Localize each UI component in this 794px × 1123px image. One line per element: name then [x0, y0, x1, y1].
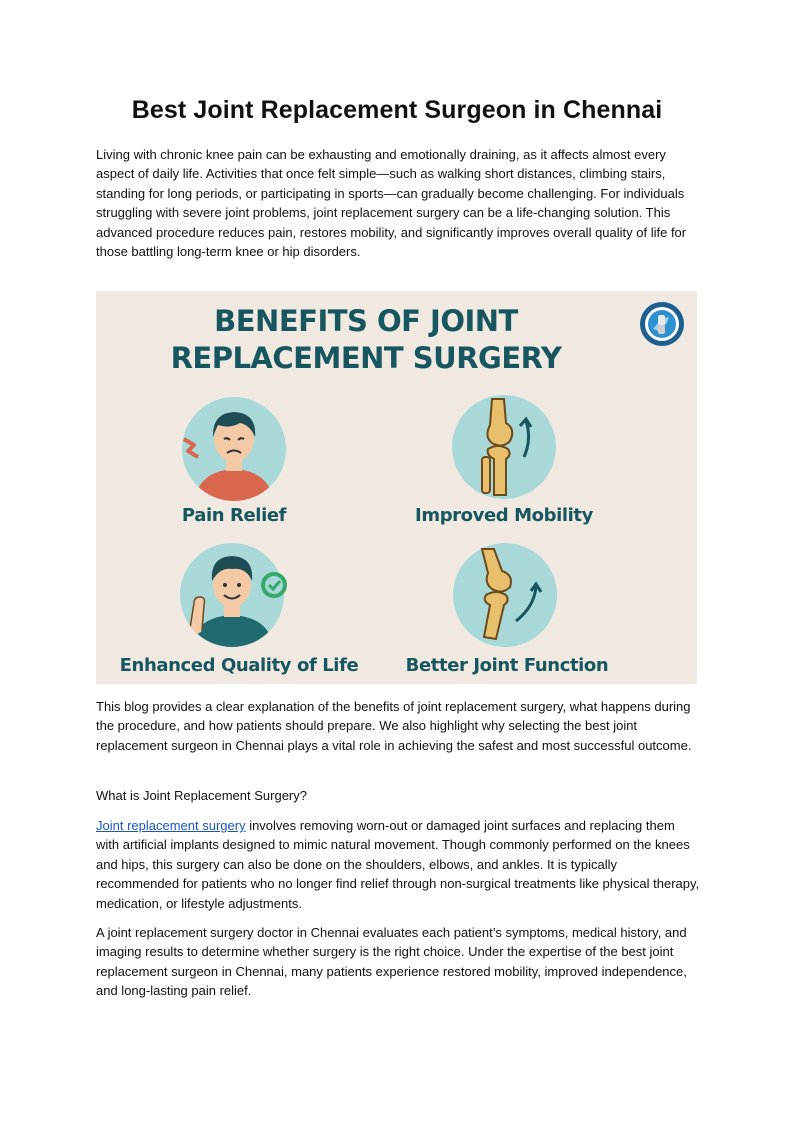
- blog-overview-paragraph: This blog provides a clear explanation of the benefits of joint replacement surgery, what happens during the procedure, and how patients should prepare. We also highlight why selecting the best joint replacement surgeon in Chennai plays a vital role in achieving the safest and most successful outcome.: [96, 699, 692, 753]
- definition-paragraph: [96, 816, 700, 913]
- joint-replacement-surgery-link[interactable]: Joint replacement surgery: [96, 818, 246, 833]
- benefit-better-joint-function: Better Joint Function: [405, 655, 609, 676]
- section-heading: What is Joint Replacement Surgery?: [96, 788, 307, 803]
- pain-person-icon: [180, 395, 288, 503]
- page-title: Best Joint Replacement Surgeon in Chennai: [131, 96, 663, 124]
- joint-function-icon: [452, 541, 558, 649]
- intro-paragraph: Living with chronic knee pain can be exhausting and emotionally draining, as it affects almost every aspect of daily life. Activities that once felt simple—such as walking short distances, climbing stairs, standing for long periods, or participating in sports—can gradually become challenging. For individuals struggling with severe joint problems, joint replacement surgery can be a life-changing solution. This advanced procedure reduces pain, restores mobility, and significantly improves overall quality of life for those battling long-term knee or hip disorders.: [96, 147, 687, 260]
- evaluation-paragraph: A joint replacement surgery doctor in Chennai evaluates each patient’s symptoms, medical history, and imaging results to determine whether surgery is the right choice. Under the expertise of the best joint replacement surgeon in Chennai, many patients experience restored mobility, improved independence, and long-lasting pain relief.: [96, 925, 687, 999]
- benefit-pain-relief: Pain Relief: [181, 505, 287, 526]
- benefit-improved-mobility: Improved Mobility: [415, 505, 593, 526]
- benefits-infographic: [96, 291, 697, 684]
- infographic-heading-line2: REPLACEMENT SURGERY: [170, 341, 562, 375]
- knee-joint-icon: [450, 393, 558, 501]
- benefit-enhanced-quality: Enhanced Quality of Life: [119, 655, 359, 676]
- happy-person-icon: [180, 541, 290, 649]
- infographic-heading-line1: BENEFITS OF JOINT: [214, 304, 518, 338]
- definition-text: involves removing worn-out or damaged joint surfaces and replacing them with artificial implants designed to mimic natural movement. Though commonly performed on the knees and hips, this surgery can also be done on the shoulders, elbows, and ankles. It is typically recommended for patients who no longer find relief through non-surgical treatments like physical therapy, medication, or lifestyle adjustments.: [96, 818, 700, 911]
- clinic-logo-icon: [639, 301, 685, 347]
